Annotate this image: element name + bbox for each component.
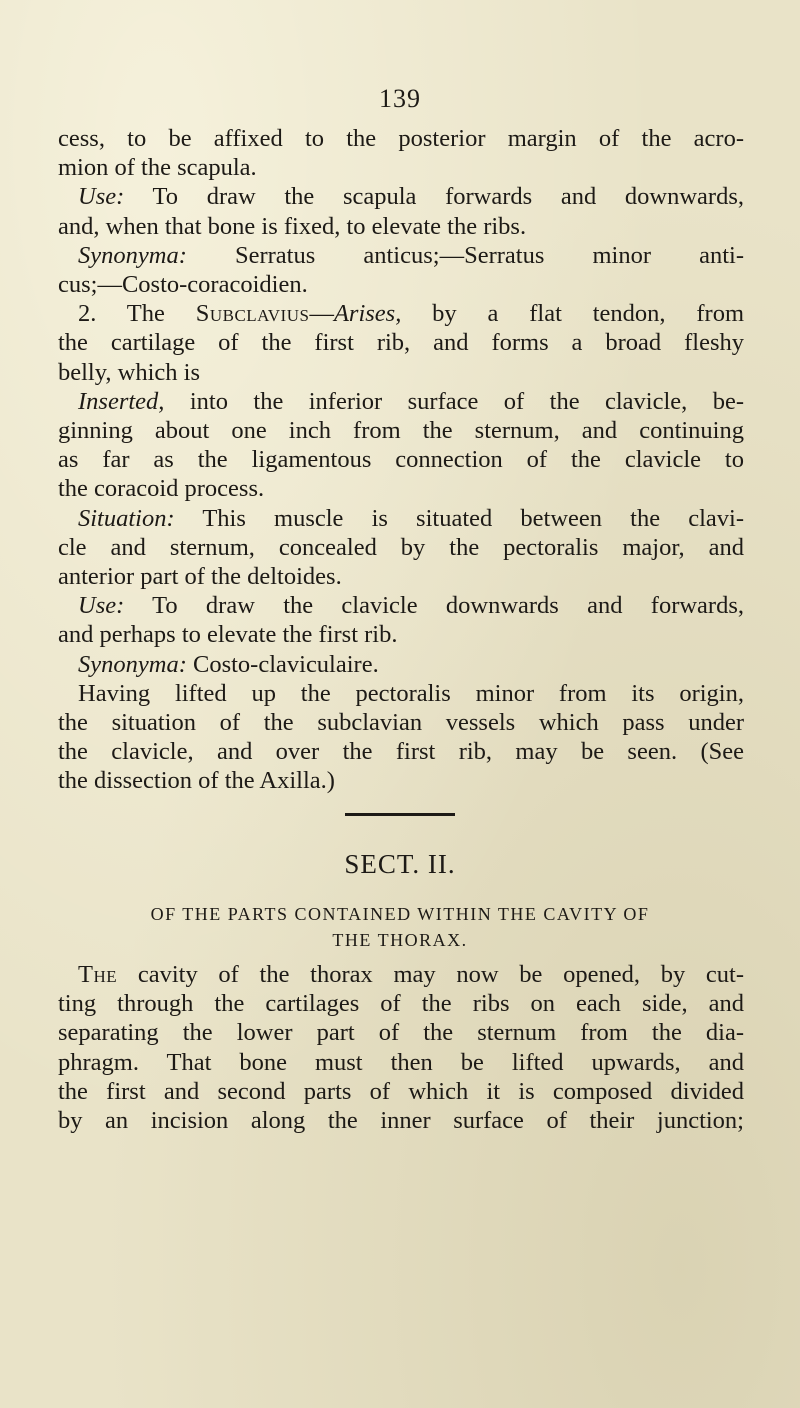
line-text: into the inferior surface of the clavicle, be- (164, 387, 744, 415)
subheading-line: OF THE PARTS CONTAINED WITHIN THE CAVITY OF (150, 904, 650, 924)
text-line (58, 182, 744, 211)
section-heading: SECT. II. (344, 849, 456, 879)
text-line: belly, which is (58, 358, 200, 386)
text-block-muscles (58, 124, 744, 796)
text-line (58, 960, 744, 989)
dash: — (309, 300, 334, 328)
text-line (58, 650, 744, 679)
line-text: 2. The (78, 300, 196, 328)
text-line (58, 504, 744, 533)
text-line: by an incision along the inner surface of their junction; (58, 1107, 744, 1135)
text-line: ginning about one inch from the sternum, and continuing (58, 417, 744, 445)
text-line: the cartilage of the first rib, and forms a broad fleshy (58, 329, 744, 357)
text-line (58, 387, 744, 416)
line-text: Costo-claviculaire. (186, 650, 379, 678)
line-text: by a flat tendon, from (401, 300, 744, 328)
text-line: phragm. That bone must then be lifted upwards, and (58, 1048, 744, 1076)
text-line: as far as the ligamentous connection of the clavicle to (58, 446, 744, 474)
text-line: and perhaps to elevate the first rib. (58, 621, 398, 649)
line-text: To draw the scapula forwards and downwards, (124, 183, 744, 211)
text-block-thorax (58, 960, 744, 1135)
section-subheading (0, 901, 800, 953)
page-number: 139 (379, 84, 421, 113)
text-line: the first and second parts of which it is composed divided (58, 1077, 744, 1105)
label-arises: Arises, (333, 300, 402, 328)
label-use: Use: (78, 592, 125, 620)
subheading-line: THE THORAX. (332, 930, 468, 950)
text-line: mion of the scapula. (58, 154, 257, 182)
label-use: Use: (78, 183, 125, 211)
text-line: the situation of the subclavian vessels which pass under (58, 709, 744, 737)
text-line: and, when that bone is fixed, to elevate the ribs. (58, 212, 527, 240)
line-text: cavity of the thorax may now be opened, by cut- (117, 961, 744, 988)
label-situation: Situation: (78, 504, 175, 532)
text-line: ting through the cartilages of the ribs on each side, and (58, 990, 744, 1018)
text-line: cess, to be affixed to the posterior margin of the acro- (58, 125, 744, 152)
section-divider-rule (345, 813, 455, 816)
text-line: Having lifted up the pectoralis minor from its origin, (78, 679, 744, 707)
text-line: the coracoid process. (58, 475, 265, 503)
text-line: anterior part of the deltoides. (58, 563, 342, 591)
text-line: cle and sternum, concealed by the pectoralis major, and (58, 533, 744, 561)
muscle-name-subclavius: Subclavius (195, 300, 310, 328)
line-text: This muscle is situated between the clavi- (174, 504, 744, 532)
label-inserted: Inserted, (78, 387, 165, 415)
label-synonyma: Synonyma: (78, 650, 187, 678)
text-line: the dissection of the Axilla.) (58, 767, 335, 795)
paragraph-lead-word: The (78, 961, 118, 988)
label-synonyma: Synonyma: (78, 241, 187, 269)
text-line: separating the lower part of the sternum from the dia- (58, 1019, 744, 1047)
text-line (58, 241, 744, 270)
line-text: To draw the clavicle downwards and forwards, (124, 592, 744, 620)
text-line: the clavicle, and over the first rib, may be seen. (See (58, 738, 744, 766)
text-line (58, 299, 744, 328)
text-line: cus;—Costo-coracoidien. (58, 271, 308, 299)
text-line (58, 591, 744, 620)
line-text: Serratus anticus;—Serratus minor anti- (186, 241, 744, 269)
